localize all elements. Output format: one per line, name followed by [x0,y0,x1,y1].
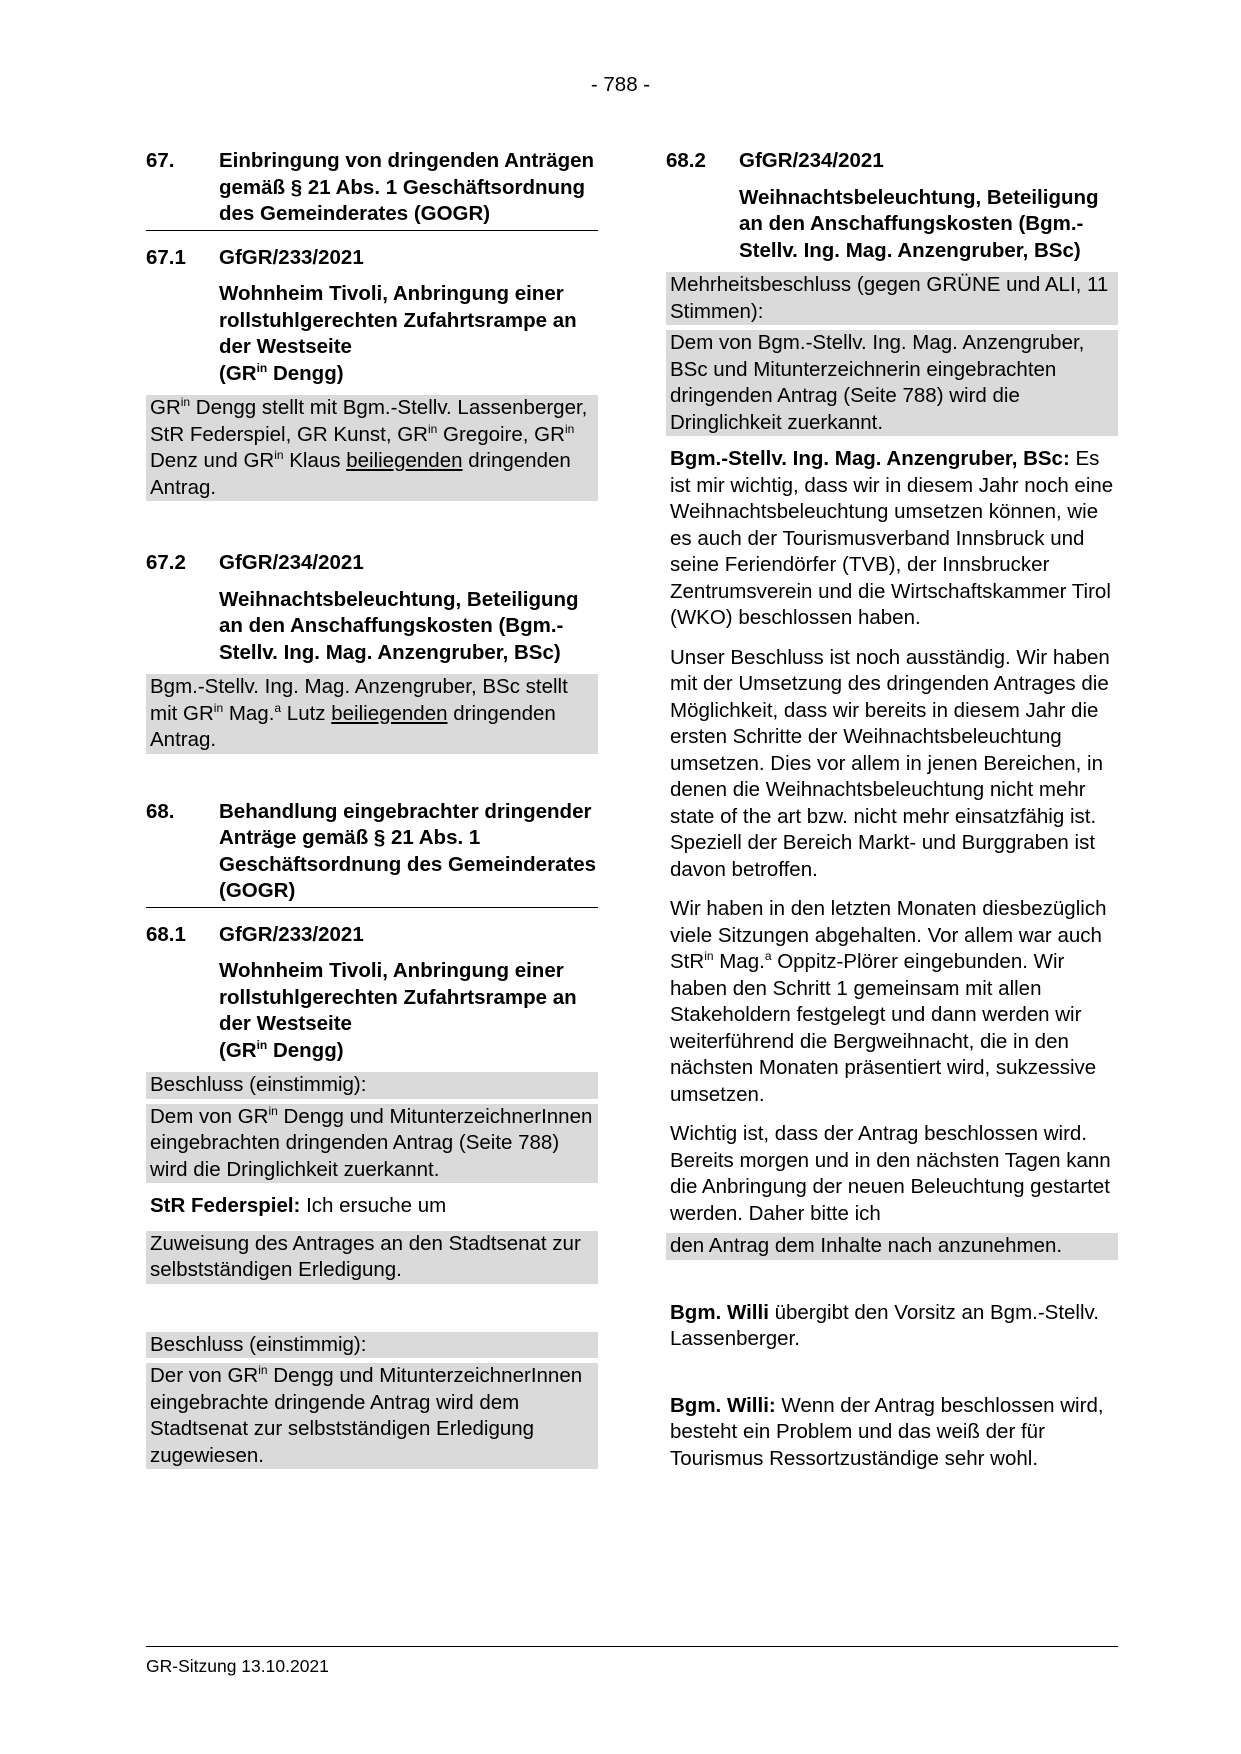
attachment-link[interactable]: beiliegenden [331,701,448,725]
item-code: GfGR/234/2021 [219,551,364,574]
item-title: Wohnheim Tivoli, Anbringung einer rollstuhlgerechten Zufahrtsrampe an der Westseite [219,959,577,1035]
speaker-name: Bgm. Willi [670,1300,769,1324]
item-67-1-heading [146,245,598,272]
resolution-text: Dem von Bgm.-Stellv. Ing. Mag. Anzengruber, BSc und Mitunterzeichnerin eingebrachten dringenden Antrag (Seite 788) wird die Dringlichkeit zuerkannt. [666,330,1118,436]
item-code: GfGR/233/2021 [219,922,364,946]
speech-paragraph: Wir haben in den letzten Monaten diesbezüglich viele Sitzungen abgehalten. Vor allem war auch StR$^{in}$ Mag.$^a$ Oppitz-Plörer eingebunden. Wir haben den Schritt 1 gemeinsam mit allen Stakeholdern festgelegt und dann werden wir weiterführend die Bergweihnacht, die in den nächsten Monaten präsentiert wird, sukzessive umsetzen. [670,897,1107,1106]
item-68-1-title [146,958,598,1064]
resolution-type: Beschluss (einstimmig): [146,1072,598,1099]
item-title: Einbringung von dringenden Anträgen gemäß § 21 Abs. 1 Geschäftsordnung des Gemeinderates (GOGR) [219,149,595,225]
item-number: 67. [146,149,175,172]
right-column [666,148,1118,1485]
item-67-1-text: $GR^{in}$ Dengg stellt mit Bgm.-Stellv. Lassenberger, StR Federspiel, GR Kunst, $GR^{in}$ Gregoire, $GR^{in}$ Denz und $GR^{in}$ Klaus beiliegenden dringenden Antrag. [146,395,598,501]
speech-federspiel-motion: Zuweisung des Antrages an den Stadtsenat zur selbstständigen Erledigung. [146,1231,598,1284]
item-requester: ($GR^{in}$ Dengg) [219,1037,344,1062]
left-column [146,148,598,1474]
item-number: 68.1 [146,922,186,946]
chair-handover: Bgm. Willi übergibt den Vorsitz an Bgm.-Stellv. Lassenberger. [670,1300,1099,1350]
speech-federspiel: StR Federspiel: Ich ersuche um [150,1194,447,1217]
speech-anzengruber: Bgm.-Stellv. Ing. Mag. Anzengruber, BSc: Es ist mir wichtig, dass wir in diesem Jahr noch eine Weihnachtsbeleuchtung umsetzen können, wie es auch der Tourismusverband Innsbruck und seine Feriendörfer (TVB), der Innsbrucker Zentrumsverein und die Wirtschaftskammer Tirol (WKO) beschlossen haben. [670,447,1114,629]
item-code: GfGR/233/2021 [219,245,364,269]
item-title: Behandlung eingebrachter dringender Anträge gemäß § 21 Abs. 1 Geschäftsordnung des Gemeinderates (GOGR) [219,799,597,902]
resolution-text: Der von $GR^{in}$ Dengg und MitunterzeichnerInnen eingebrachte dringende Antrag wird dem Stadtsenat zur selbstständigen Erledigung zugewiesen. [146,1363,598,1469]
item-67-2-heading [146,550,598,577]
speech-motion: den Antrag dem Inhalte nach anzunehmen. [666,1233,1118,1260]
item-67-1-title [146,281,598,387]
page-number: - 788 - [590,73,651,96]
page-footer: GR-Sitzung 13.10.2021 [146,1646,1118,1680]
speaker-name: Bgm. Willi: [670,1393,776,1417]
resolution-type: Beschluss (einstimmig): [146,1332,598,1359]
item-68-heading [146,799,598,908]
item-68-2-heading [666,148,1118,175]
speaker-name: StR Federspiel: [150,1194,301,1217]
item-67-2-text: Bgm.-Stellv. Ing. Mag. Anzengruber, BSc stellt mit $GR^{in}$ Mag.$^a$ Lutz beiliegenden dringenden Antrag. [146,674,598,754]
item-67-2-title: Weihnachtsbeleuchtung, Beteiligung an den Anschaffungskosten (Bgm.-Stellv. Ing. Mag. Anzengruber, BSc) [219,587,579,664]
attachment-link[interactable]: beiliegenden [346,449,463,472]
item-68-2-title: Weihnachtsbeleuchtung, Beteiligung an den Anschaffungskosten (Bgm.-Stellv. Ing. Mag. Anzengruber, BSc) [739,185,1099,262]
item-68-1-heading [146,922,598,949]
item-number: 68. [146,799,175,823]
item-number: 68.2 [666,149,706,172]
item-title: Wohnheim Tivoli, Anbringung einer rollstuhlgerechten Zufahrtsrampe an der Westseite [219,282,577,358]
item-code: GfGR/234/2021 [739,149,884,172]
item-67-heading [146,148,598,231]
speaker-name: Bgm.-Stellv. Ing. Mag. Anzengruber, BSc: [670,447,1070,470]
speech-paragraph: Wichtig ist, dass der Antrag beschlossen wird. Bereits morgen und in den nächsten Tagen kann die Anbringung der neuen Beleuchtung gestartet werden. Daher bitte ich [670,1122,1111,1225]
speech-paragraph: Unser Beschluss ist noch ausständig. Wir haben mit der Umsetzung des dringenden Antrages die Möglichkeit, dass wir bereits in diesem Jahr die ersten Schritte der Weihnachtsbeleuchtung umsetzen. Dies vor allem in jenen Bereichen, in denen die Weihnachtsbeleuchtung nicht mehr state of the art bzw. nicht mehr einsatzfähig ist. Speziell der Bereich Markt- und Burggraben ist davon betroffen. [670,645,1110,881]
speech-willi: Bgm. Willi: Wenn der Antrag beschlossen wird, besteht ein Problem und das weiß der für Tourismus Ressortzuständige sehr wohl. [670,1393,1104,1470]
resolution-text: Dem von $GR^{in}$ Dengg und MitunterzeichnerInnen eingebrachten dringenden Antrag (Seite 788) wird die Dringlichkeit zuerkannt. [146,1104,598,1184]
item-number: 67.1 [146,245,186,269]
item-number: 67.2 [146,551,186,574]
resolution-type: Mehrheitsbeschluss (gegen GRÜNE und ALI, 11 Stimmen): [666,272,1118,325]
item-requester: ($GR^{in}$ Dengg) [219,360,344,385]
